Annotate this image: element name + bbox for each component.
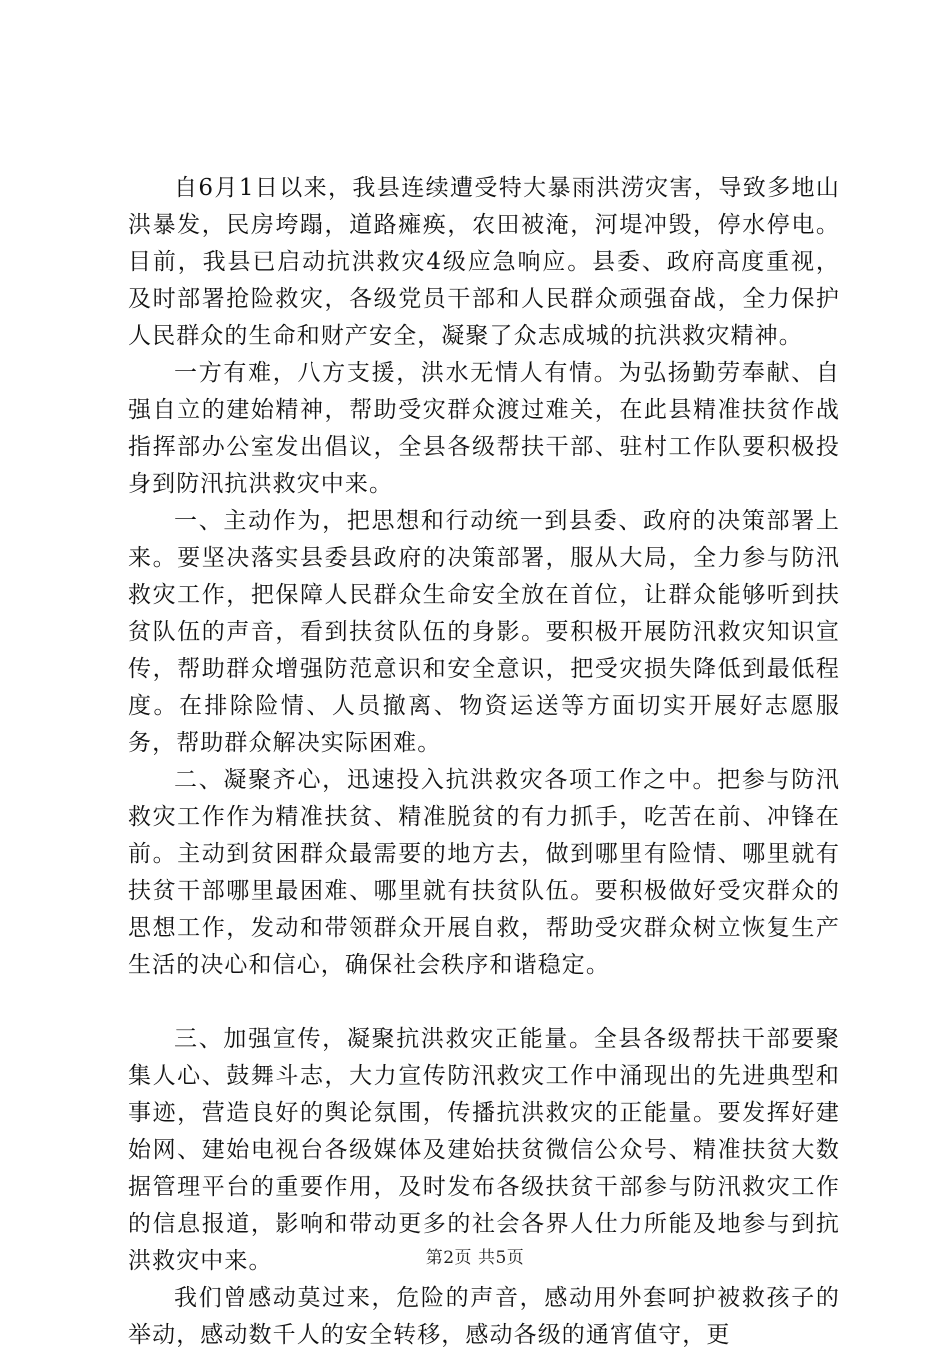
paragraph-point-two: 二、凝聚齐心，迅速投入抗洪救灾各项工作之中。把参与防汛救灾工作作为精准扶贫、精准脱贫的有力抓手，吃苦在前、冲锋在前。主动到贫困群众最需要的地方去，做到哪里有险情、哪里就有扶贫干部哪里最困难、哪里就有扶贫队伍。要积极做好受灾群众的思想工作，发动和带领群众开展自救，帮助受灾群众树立恢复生产生活的决心和信心，确保社会秩序和谐稳定。 — [128, 767, 840, 978]
paragraph-closing: 我们曾感动莫过来，危险的声音，感动用外套呵护被救孩子的举动，感动数千人的安全转移，感动各级的通宵值守，更 — [128, 1285, 840, 1348]
page-number-footer: 第2页 共5页 — [425, 1248, 525, 1268]
paragraph-intro: 自6月1日以来，我县连续遭受特大暴雨洪涝灾害，导致多地山洪暴发，民房垮蹋，道路瘫痪，农田被淹，河堤冲毁，停水停电。目前，我县已启动抗洪救灾4级应急响应。县委、政府高度重视，及时部署抢险救灾，各级党员干部和人民群众顽强奋战，全力保护人民群众的生命和财产安全，凝聚了众志成城的抗洪救灾精神。 — [128, 175, 840, 349]
paragraph-appeal: 一方有难，八方支援，洪水无情人有情。为弘扬勤劳奉献、自强自立的建始精神，帮助受灾群众渡过难关，在此县精准扶贫作战指挥部办公室发出倡议，全县各级帮扶干部、驻村工作队要积极投身到防汛抗洪救灾中来。 — [128, 360, 840, 497]
paragraph-point-one: 一、主动作为，把思想和行动统一到县委、政府的决策部署上来。要坚决落实县委县政府的决策部署，服从大局，全力参与防汛救灾工作，把保障人民群众生命安全放在首位，让群众能够听到扶贫队伍的声音，看到扶贫队伍的身影。要积极开展防汛救灾知识宣传，帮助群众增强防范意识和安全意识，把受灾损失降低到最低程度。在排除险情、人员撤离、物资运送等方面切实开展好志愿服务，帮助群众解决实际困难。 — [128, 508, 840, 756]
paragraph-point-three: 三、加强宣传，凝聚抗洪救灾正能量。全县各级帮扶干部要聚集人心、鼓舞斗志，大力宣传防汛救灾工作中涌现出的先进典型和事迹，营造良好的舆论氛围，传播抗洪救灾的正能量。要发挥好建始网、建始电视台各级媒体及建始扶贫微信公众号、精准扶贫大数据管理平台的重要作用，及时发布各级扶贫干部参与防汛救灾工作的信息报道，影响和带动更多的社会各界人仕力所能及地参与到抗洪救灾中来。 — [128, 1026, 840, 1274]
document-body — [128, 170, 840, 1354]
